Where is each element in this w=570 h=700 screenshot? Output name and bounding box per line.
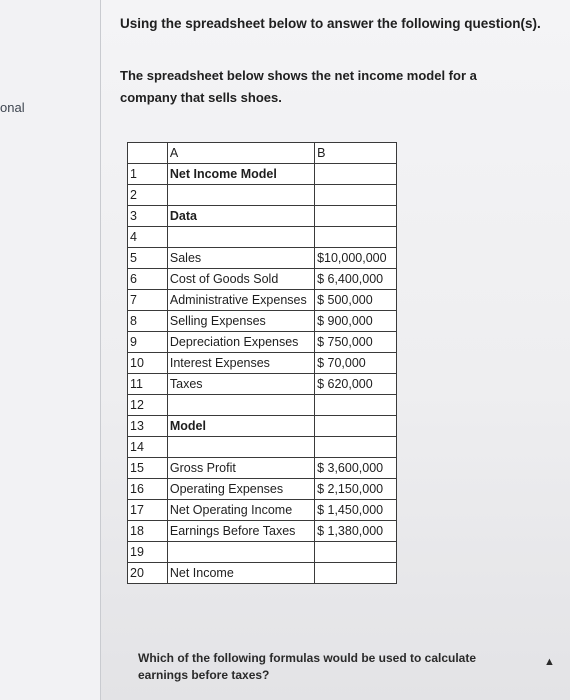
- row-number: 7: [128, 290, 168, 311]
- cell-a: Net Operating Income: [167, 500, 314, 521]
- cell-b: $ 6,400,000: [315, 269, 397, 290]
- cell-b: [315, 206, 397, 227]
- table-row: [128, 521, 397, 542]
- cell-a: Operating Expenses: [167, 479, 314, 500]
- row-number: 9: [128, 332, 168, 353]
- cell-b: [315, 395, 397, 416]
- table-row: [128, 206, 397, 227]
- cell-b: $ 2,150,000: [315, 479, 397, 500]
- table-row: [128, 416, 397, 437]
- row-number: 16: [128, 479, 168, 500]
- left-panel: [0, 0, 101, 700]
- table-row: [128, 332, 397, 353]
- table-row: [128, 542, 397, 563]
- spreadsheet-header-row: [128, 143, 397, 164]
- question-text: Which of the following formulas would be used to calculate earnings before taxes?: [138, 651, 477, 682]
- row-number: 4: [128, 227, 168, 248]
- cell-a: Interest Expenses: [167, 353, 314, 374]
- cell-b: [315, 164, 397, 185]
- cell-a: Administrative Expenses: [167, 290, 314, 311]
- cell-a: [167, 542, 314, 563]
- table-row: [128, 185, 397, 206]
- row-number: 6: [128, 269, 168, 290]
- cell-b: $ 900,000: [315, 311, 397, 332]
- left-panel-label: onal: [0, 100, 25, 115]
- cell-b: [315, 185, 397, 206]
- cell-b: $ 750,000: [315, 332, 397, 353]
- table-row: [128, 248, 397, 269]
- table-row: [128, 458, 397, 479]
- cell-b: [315, 227, 397, 248]
- cell-a: Net Income Model: [167, 164, 314, 185]
- row-number: 14: [128, 437, 168, 458]
- cell-b: $ 500,000: [315, 290, 397, 311]
- cell-a: Cost of Goods Sold: [167, 269, 314, 290]
- cell-a: Model: [167, 416, 314, 437]
- cell-a: Data: [167, 206, 314, 227]
- cell-a: Taxes: [167, 374, 314, 395]
- table-row: [128, 479, 397, 500]
- cell-a: [167, 437, 314, 458]
- row-number: 13: [128, 416, 168, 437]
- cell-a: [167, 227, 314, 248]
- cell-a: Gross Profit: [167, 458, 314, 479]
- arrow-icon: ▲: [544, 656, 555, 668]
- row-number: 10: [128, 353, 168, 374]
- question-content: [100, 0, 570, 700]
- cell-a: Net Income: [167, 563, 314, 584]
- table-row: [128, 437, 397, 458]
- cell-a: Selling Expenses: [167, 311, 314, 332]
- table-row: [128, 311, 397, 332]
- cell-b: $ 620,000: [315, 374, 397, 395]
- cell-a: Earnings Before Taxes: [167, 521, 314, 542]
- cell-b: [315, 563, 397, 584]
- row-number: 18: [128, 521, 168, 542]
- description-text: The spreadsheet below shows the net income model for a company that sells shoes.: [120, 68, 477, 105]
- table-row: [128, 563, 397, 584]
- cell-b: $ 1,380,000: [315, 521, 397, 542]
- row-number: 12: [128, 395, 168, 416]
- cell-a: [167, 185, 314, 206]
- row-number: 15: [128, 458, 168, 479]
- spreadsheet-table: [127, 142, 397, 584]
- cell-b: [315, 542, 397, 563]
- table-row: [128, 353, 397, 374]
- cell-b: [315, 416, 397, 437]
- cell-a: [167, 395, 314, 416]
- row-number: 3: [128, 206, 168, 227]
- table-row: [128, 269, 397, 290]
- row-number: 8: [128, 311, 168, 332]
- cell-a: Sales: [167, 248, 314, 269]
- corner-cell: [128, 143, 168, 164]
- column-header-b: B: [315, 143, 397, 164]
- column-header-a: A: [167, 143, 314, 164]
- cell-b: [315, 437, 397, 458]
- row-number: 20: [128, 563, 168, 584]
- table-row: [128, 164, 397, 185]
- row-number: 17: [128, 500, 168, 521]
- cell-b: $ 70,000: [315, 353, 397, 374]
- row-number: 11: [128, 374, 168, 395]
- table-row: [128, 227, 397, 248]
- table-row: [128, 395, 397, 416]
- table-row: [128, 374, 397, 395]
- cell-a: Depreciation Expenses: [167, 332, 314, 353]
- instruction-text: Using the spreadsheet below to answer the following question(s).: [120, 16, 541, 31]
- cell-b: $ 3,600,000: [315, 458, 397, 479]
- cell-b: $ 1,450,000: [315, 500, 397, 521]
- table-row: [128, 290, 397, 311]
- row-number: 19: [128, 542, 168, 563]
- row-number: 2: [128, 185, 168, 206]
- cell-b: $10,000,000: [315, 248, 397, 269]
- row-number: 5: [128, 248, 168, 269]
- row-number: 1: [128, 164, 168, 185]
- table-row: [128, 500, 397, 521]
